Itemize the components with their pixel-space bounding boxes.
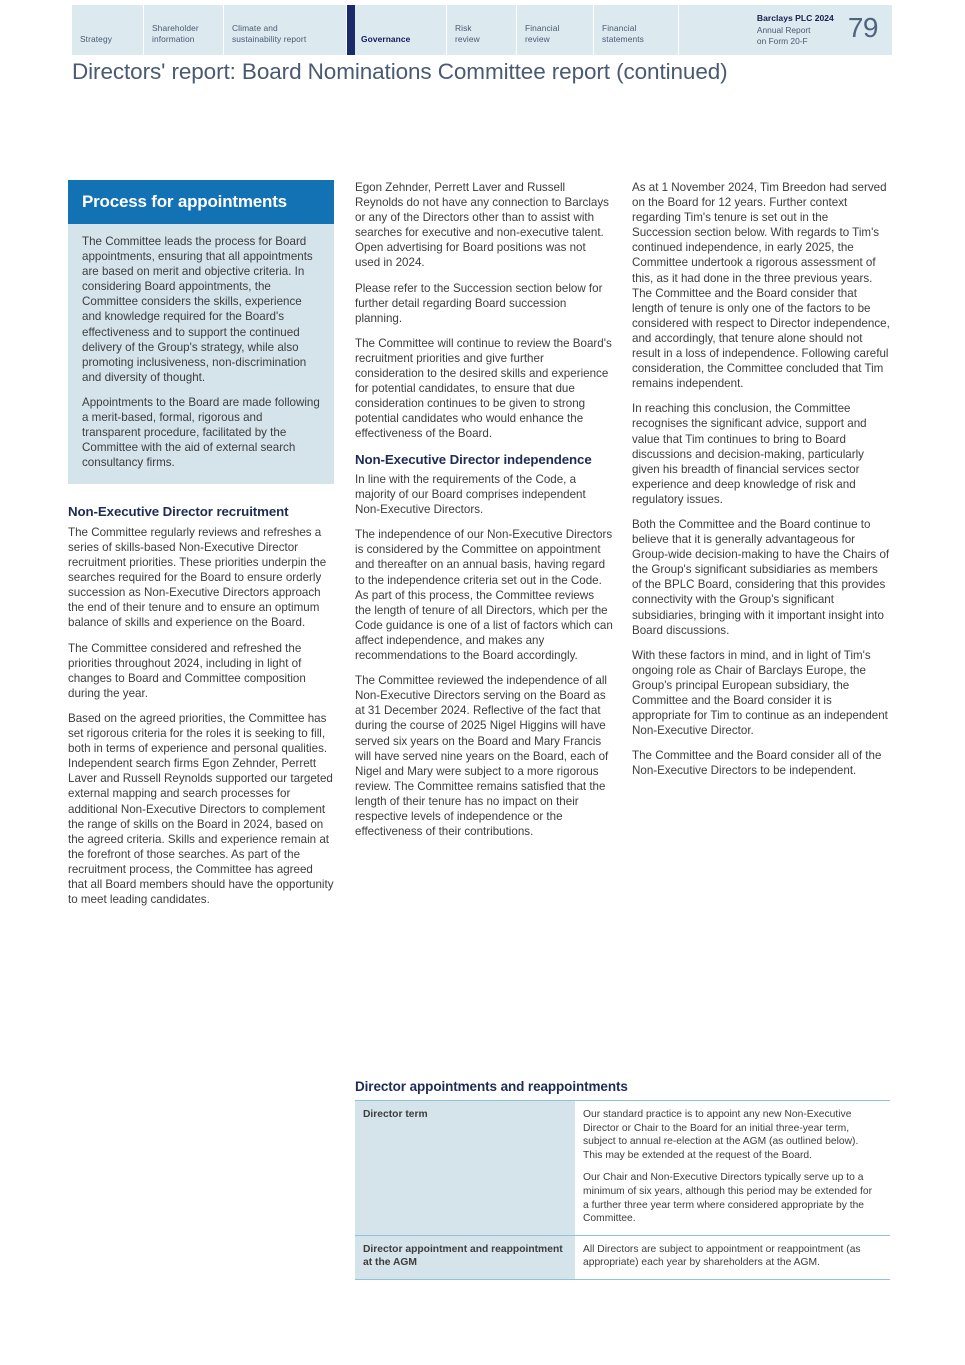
column2-paragraph: The Committee reviewed the independence of all Non-Executive Directors serving on the Board as at 31 December 2024. Reflective of the fact that during the course of 2025 Nigel Higgins will have served six years on the Board and Mary Francis will have served nine years on the Board, each of Nigel and Mary were subject to a more rigorous review. The Committee remains satisfied that the length of their tenure has no impact on their respective levels of independence or the effectiveness of their contributions. xyxy=(355,674,609,839)
report-type-line1: Annual Report xyxy=(756,24,811,35)
page-header-nav xyxy=(72,5,892,55)
table-row-label: Director term xyxy=(355,1101,575,1235)
nav-tab-strategy-label: Strategy xyxy=(80,34,112,44)
report-meta xyxy=(679,5,892,55)
column2-paragraph: The Committee will continue to review the Board's recruitment priorities and give further consideration to the desired skills and experience for potential candidates, to ensure that due consideration continues to be given to strong potential candidates who would enhance the effectiveness of the Board. xyxy=(355,336,612,441)
column1-paragraph: The Committee regularly reviews and refreshes a series of skills-based Non-Executive Director recruitment priorities. These priorities underpin the searches required for the Board to ensure orderly succession as Non-Executive Directors approach the end of their tenure and to ensure an optimum balance of skills and experience on the Board. xyxy=(68,525,327,630)
table-title: Director appointments and reappointments xyxy=(355,1078,890,1101)
callout-paragraph: The Committee leads the process for Board appointments, ensuring that all appointments are based on merit and objective criteria. In considering Board appointments, the Committee considers the skills, experience and knowledge required for the Board's effectiveness and to support the continued delivery of the Group's strategy, while also promoting inclusiveness, non-discrimination and diversity of thought. xyxy=(82,235,313,384)
report-company-year: Barclays PLC 2024 xyxy=(756,13,834,23)
column2-paragraph: In line with the requirements of the Code, a majority of our Board comprises independent Non-Executive Directors. xyxy=(355,473,586,517)
content-column-1 xyxy=(68,180,334,917)
column3-paragraph: With these factors in mind, and in light of Tim's ongoing role as Chair of Barclays Europe, the Group's principal European subsidiary, the Committee and the Board consider it is appropriate for Tim to continue as an independent Non-Executive Director. xyxy=(632,648,888,738)
column3-paragraph: The Committee and the Board consider all of the Non-Executive Directors to be independent. xyxy=(632,749,882,778)
nav-tab-financial-review-line2: review xyxy=(525,34,550,44)
table-cell-paragraph: All Directors are subject to appointment or reappointment (as appropriate) each year by shareholders at the AGM. xyxy=(583,1243,861,1269)
nav-tab-shareholder-line2: information xyxy=(152,34,195,44)
column3-paragraph: Both the Committee and the Board continue to believe that it is generally advantageous for Group-wide decision-making to have the Chairs of the Group's significant subsidiaries as members of the BPLC Board, considering that this provides connectivity with the Group's significant subsidiaries, bringing with it important insight into Board discussions. xyxy=(632,517,890,637)
page-title: Directors' report: Board Nominations Committee report (continued) xyxy=(72,59,728,84)
director-appointments-table-section xyxy=(355,1078,890,1280)
nav-tab-risk-line2: review xyxy=(455,34,480,44)
column3-paragraph: In reaching this conclusion, the Committee recognises the significant advice, support and value that Tim continues to bring to Board discussions and decision-making, particularly given his breadth of financial services sector experience and deep knowledge of risk and regulatory issues. xyxy=(632,402,867,506)
column2-paragraph: Egon Zehnder, Perrett Laver and Russell Reynolds do not have any connection to Barclays or any of the Directors other than to assist with searches for executive and non-executive talent. Open advertising for Board positions was not used in 2024. xyxy=(355,181,609,270)
table-row xyxy=(355,1235,890,1279)
table-cell-paragraph: Our standard practice is to appoint any new Non-Executive Director or Chair to the Board for an initial three-year term, subject to annual re-election at the AGM (as outlined below). This may be extended at the request of the Board. xyxy=(583,1109,859,1161)
column1-paragraph: The Committee considered and refreshed the priorities throughout 2024, including in light of changes to Board and Committee composition during the year. xyxy=(68,641,306,700)
table-row-body xyxy=(575,1235,890,1279)
nav-tab-financial-statements[interactable] xyxy=(594,5,679,55)
column1-paragraph: Based on the agreed priorities, the Committee has set rigorous criteria for the roles it is seeking to fill, both in terms of experience and personal qualities. Independent search firms Egon Zehnder, Perrett Laver and Russell Reynolds supported our targeted external mapping and search processes for additional Non-Executive Directors to complement the range of skills on the Board in 2024, based on the agreed criteria. Skills and experience remain at the forefront of those searches. As part of the recruitment process, the Committee has agreed that all Board members should have the opportunity to meet leading candidates. xyxy=(68,711,334,907)
content-column-2 xyxy=(355,180,613,849)
table-row-label: Director appointment and reappointment at the AGM xyxy=(355,1235,575,1279)
nav-tab-financial-statements-line2: statements xyxy=(602,34,644,44)
nav-tab-financial-statements-line1: Financial xyxy=(602,23,637,33)
nav-tab-governance[interactable] xyxy=(347,5,447,55)
report-type-line2: on Form 20-F xyxy=(756,36,808,46)
process-for-appointments-callout xyxy=(68,180,334,484)
callout-body xyxy=(68,224,334,484)
heading-non-executive-director-independence: Non-Executive Director independence xyxy=(355,451,592,467)
nav-tab-risk-review[interactable] xyxy=(447,5,517,55)
table-cell-paragraph: Our Chair and Non-Executive Directors typically serve up to a minimum of six years, although this period may be extended for a further three year term where considered appropriate by the Committee. xyxy=(583,1172,873,1225)
director-appointments-table xyxy=(355,1101,890,1280)
nav-tab-risk-line1: Risk xyxy=(455,23,472,33)
heading-non-executive-director-recruitment: Non-Executive Director recruitment xyxy=(68,504,289,520)
callout-heading: Process for appointments xyxy=(68,180,334,224)
column2-paragraph: The independence of our Non-Executive Directors is considered by the Committee on appointment and thereafter on an annual basis, having regard to the independence criteria set out in the Code. As part of this process, the Committee reviews the length of tenure of all Directors, which per the Code guidance is one of a list of factors which can affect independence, and makes any recommendations to the Board accordingly. xyxy=(355,528,613,663)
report-identity xyxy=(757,13,834,48)
nav-tab-financial-review-line1: Financial xyxy=(525,23,560,33)
nav-tab-strategy[interactable] xyxy=(72,5,144,55)
nav-tab-financial-review[interactable] xyxy=(517,5,594,55)
column3-paragraph: As at 1 November 2024, Tim Breedon had served on the Board for 12 years. Further context regarding Tim's tenure is set out in the Succession section below. With regards to Tim's continued independence, in early 2025, the Committee undertook a rigorous assessment of this, as it had done in the three previous years. The Committee and the Board consider that length of tenure is only one of the factors to be considered with respect to Director independence, and accordingly, that tenure alone should not result in a loss of independence. Following careful consideration, the Committee concluded that Tim remains independent. xyxy=(632,181,890,391)
callout-paragraph: Appointments to the Board are made following a merit-based, formal, rigorous and transparent procedure, facilitated by the Committee with the aid of external search consultancy firms. xyxy=(82,395,320,470)
table-row-body xyxy=(575,1101,890,1235)
active-tab-indicator xyxy=(347,5,355,55)
nav-tab-climate-line1: Climate and xyxy=(232,23,278,33)
nav-tab-shareholder-information[interactable] xyxy=(144,5,224,55)
table-row xyxy=(355,1101,890,1235)
nav-tab-climate-and-sustainability-report[interactable] xyxy=(224,5,347,55)
page-number: 79 xyxy=(847,12,878,43)
nav-tab-governance-label: Governance xyxy=(361,34,411,44)
nav-tab-climate-line2: sustainability report xyxy=(232,34,307,44)
column2-paragraph: Please refer to the Succession section below for further detail regarding Board succession planning. xyxy=(355,281,603,325)
nav-tab-shareholder-line1: Shareholder xyxy=(152,23,199,33)
content-column-3 xyxy=(632,180,890,788)
